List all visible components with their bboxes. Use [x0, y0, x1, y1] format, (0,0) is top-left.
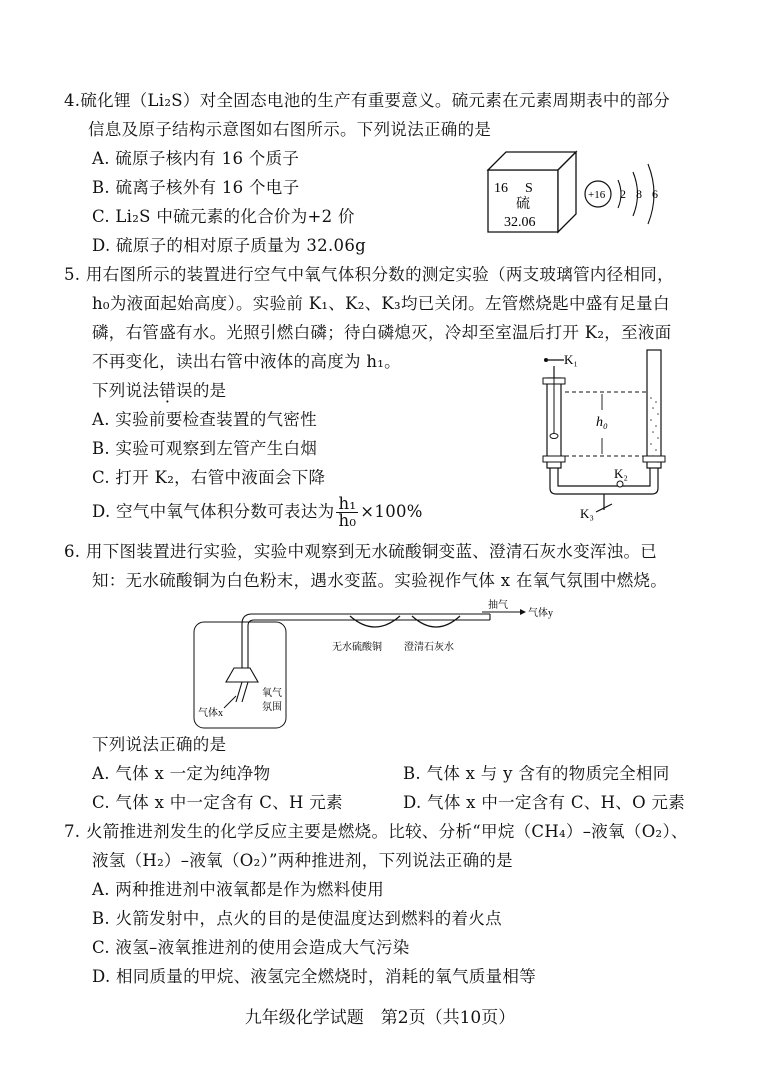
q5-option-d-text: D. 空气中氧气体积分数可表达为: [92, 502, 335, 521]
q5-stem-line4: 不再变化，读出右管中液体的高度为 h₁。: [92, 352, 401, 371]
label-gas-y: 气体y: [528, 608, 553, 619]
q6-prompt: 下列说法正确的是: [92, 735, 227, 754]
label-limewater: 澄清石灰水: [404, 642, 454, 653]
atomic-mass: 32.06: [504, 215, 536, 230]
q7-stem-line2: 液氢（H₂）–液氧（O₂）”两种推进剂，下列说法正确的是: [92, 851, 513, 870]
nucleus-charge: +16: [588, 189, 606, 201]
label-h0: h₀: [596, 415, 608, 430]
q6-stem-line2: 知：无水硫酸铜为白色粉末，遇水变蓝。实验视作气体 x 在氧气氛围中燃烧。: [92, 571, 668, 590]
q6-option-b: B. 气体 x 与 y 含有的物质完全相同: [403, 764, 670, 783]
q5-fraction: [336, 496, 358, 529]
q6-stem-line1: 6. 用下图装置进行实验，实验中观察到无水硫酸铜变蓝、澄清石灰水变浑浊。已: [64, 542, 658, 561]
label-oxygen-2: 氛围: [262, 702, 282, 713]
q7-option-b: B. 火箭发射中，点火的目的是使温度达到燃料的着火点: [92, 909, 502, 928]
q5-prompt-start: 下列说法: [92, 381, 160, 400]
shell-3-electrons: 6: [652, 187, 658, 201]
label-k3: K₃: [580, 506, 594, 521]
element-name: 硫: [516, 197, 530, 212]
q5-stem-line2: h₀为液面起始高度）。实验前 K₁、K₂、K₃均已关闭。左管燃烧匙中盛有足量白: [92, 294, 670, 313]
q6-option-d: D. 气体 x 中一定含有 C、H、O 元素: [403, 793, 686, 812]
q4-option-b: B. 硫离子核外有 16 个电子: [92, 178, 300, 197]
q6-option-c: C. 气体 x 中一定含有 C、H 元素: [92, 793, 343, 812]
q7-option-c: C. 液氢–液氧推进剂的使用会造成大气污染: [92, 938, 410, 957]
label-pump: 抽气: [488, 600, 508, 611]
q7-stem-line1: 7. 火箭推进剂发生的化学反应主要是燃烧。比较、分析“甲烷（CH₄）–液氧（O₂）、: [64, 822, 688, 841]
element-symbol: S: [525, 181, 533, 196]
label-oxygen-1: 氧气: [262, 688, 282, 699]
fraction-numerator: h₁: [338, 494, 357, 513]
q5-stem-line3: 磷，右管盛有水。光照引燃白磷；待白磷熄灭，冷却至室温后打开 K₂，至液面: [92, 323, 672, 342]
label-k2: K₂: [614, 466, 628, 481]
label-cuso4: 无水硫酸铜: [332, 642, 382, 653]
q7-option-a: A. 两种推进剂中液氧都是作为燃料使用: [92, 880, 385, 899]
q5-option-b: B. 实验可观察到左管产生白烟: [92, 439, 318, 458]
page-footer: 九年级化学试题 第2页（共10页）: [244, 1008, 516, 1028]
q4-stem-line2: 信息及原子结构示意图如右图所示。下列说法正确的是: [88, 120, 492, 139]
shell-1-electrons: 2: [620, 187, 626, 201]
sulfur-periodic-figure: [480, 140, 680, 240]
q5-prompt: [92, 379, 226, 403]
q5-emphasis-char: 错: [159, 381, 177, 400]
q6-apparatus-diagram: [190, 598, 570, 732]
atom-structure-diagram: [585, 164, 658, 224]
q5-prompt-end: 误的是: [176, 381, 227, 400]
q4-option-a: A. 硫原子核内有 16 个质子: [92, 149, 300, 168]
q5-option-c: C. 打开 K₂，右管中液面会下降: [92, 468, 326, 487]
element-cell: [488, 152, 576, 232]
shell-2-electrons: 8: [636, 187, 642, 201]
q5-apparatus-diagram: [530, 348, 680, 528]
q5-option-d-percent: ×100%: [360, 502, 423, 521]
q5-option-a: A. 实验前要检查装置的气密性: [92, 410, 317, 429]
q4-option-c: C. Li₂S 中硫元素的化合价为+2 价: [92, 207, 355, 226]
q5-stem-line1: 5. 用右图所示的装置进行空气中氧气体积分数的测定实验（两支玻璃管内径相同，: [64, 265, 674, 284]
q4-option-d: D. 硫原子的相对原子质量为 32.06g: [92, 236, 366, 255]
q5-option-d: [92, 494, 423, 530]
q6-option-a: A. 气体 x 一定为纯净物: [92, 764, 271, 783]
fraction-denominator: h₀: [338, 511, 357, 530]
label-gas-x: 气体x: [198, 708, 223, 719]
label-k1: K₁: [564, 352, 578, 367]
q7-option-d: D. 相同质量的甲烷、液氢完全燃烧时，消耗的氧气质量相等: [92, 967, 537, 986]
atomic-number: 16: [494, 181, 508, 196]
q4-stem-line1: 4.硫化锂（Li₂S）对全固态电池的生产有重要意义。硫元素在元素周期表中的部分: [64, 91, 671, 110]
